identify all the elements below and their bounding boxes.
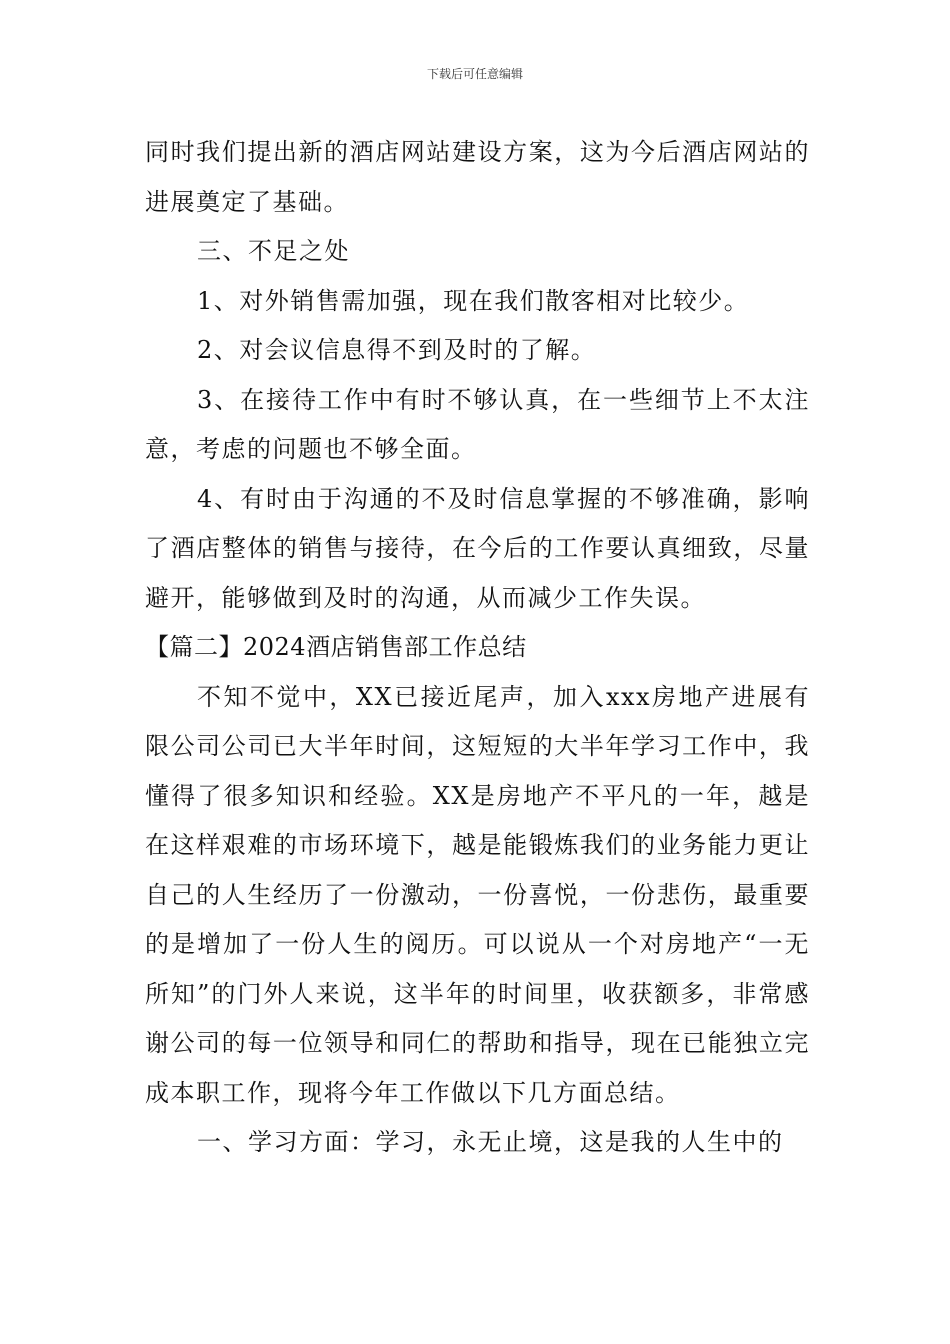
paragraph-website-plan: 同时我们提出新的酒店网站建设方案，这为今后酒店网站的进展奠定了基础。 [145, 138, 810, 216]
section-title-part-two: 【篇二】2024酒店销售部工作总结 [145, 633, 527, 661]
paragraph-learning: 一、学习方面：学习，永无止境，这是我的人生中的 [197, 1128, 784, 1156]
list-item-1: 1、对外销售需加强，现在我们散客相对比较少。 [197, 286, 750, 315]
list-item-3: 3、在接待工作中有时不够认真，在一些细节上不太注意，考虑的问题也不够全面。 [145, 385, 810, 463]
page-header-note: 下载后可任意编辑 [426, 67, 523, 81]
paragraph-intro: 不知不觉中，XX已接近尾声，加入xxx房地产进展有限公司公司已大半年时间，这短短的大半年学习工作中，我懂得了很多知识和经验。XX是房地产不平凡的一年，越是在这样艰难的市场环境下，越是能锻炼我们的业务能力更让自己的人生经历了一份激动，一份喜悦，一份悲伤，最重要的是增加了一份人生的阅历。可以说从一个对房地产“一无所知”的门外人来说，这半年的时间里，收获额多，非常感谢公司的每一位领导和同仁的帮助和指导，现在已能独立完成本职工作，现将今年工作做以下几方面总结。 [145, 682, 810, 1107]
list-item-2: 2、对会议信息得不到及时的了解。 [197, 336, 597, 364]
heading-shortcomings: 三、不足之处 [197, 237, 350, 265]
document-body [145, 128, 810, 1168]
list-item-4: 4、有时由于沟通的不及时信息掌握的不够准确，影响了酒店整体的销售与接待，在今后的工作要认真细致，尽量避开，能够做到及时的沟通，从而减少工作失误。 [145, 484, 810, 612]
